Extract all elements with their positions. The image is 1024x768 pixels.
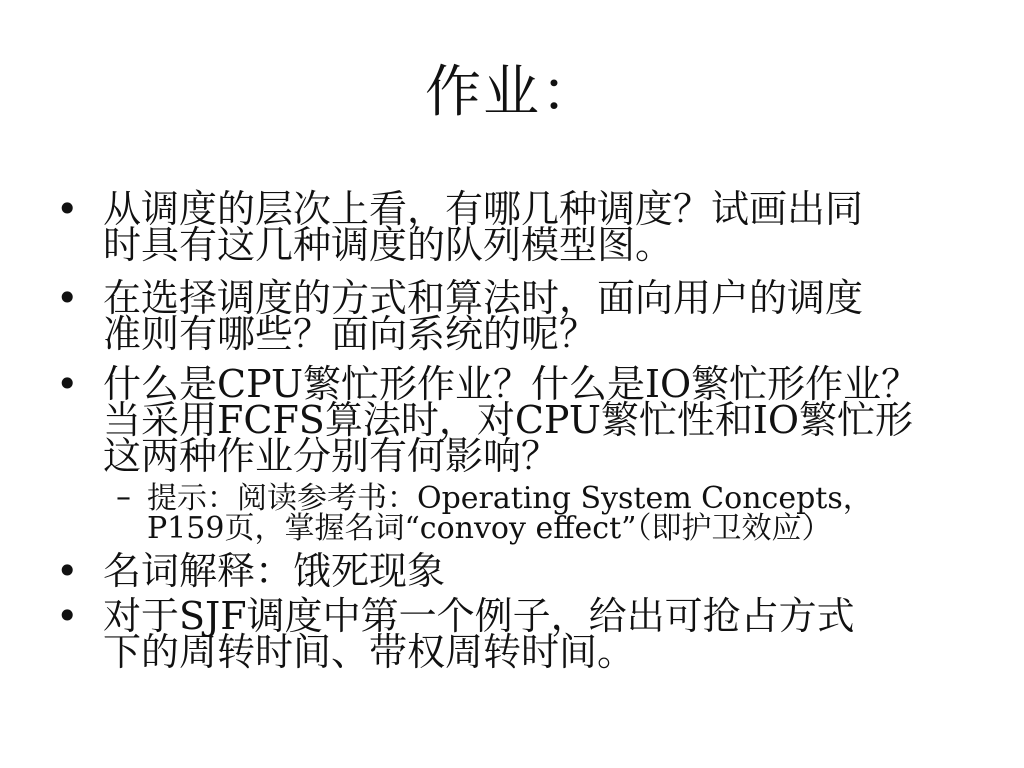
bullet-text-line-3: 这两种作业分别有何影响？ [103,434,560,478]
bullet-item-sjf-example [56,594,976,674]
hint-text-line-2: P159页，掌握名词“convoy effect”（即护卫效应） [147,511,832,546]
bullet-line [56,312,976,356]
bullet-icon: • [56,187,79,231]
sub-bullet-line [116,511,996,546]
bullet-item-scheduling-criteria [56,276,976,356]
bullet-text-line-2: 准则有哪些？面向系统的呢？ [103,312,598,356]
bullet-line [56,276,976,320]
bullet-icon: • [56,594,79,638]
hint-text-line-1: 提示：阅读参考书：Operating System Concepts， [147,481,873,516]
slide-title: 作业： [425,60,599,125]
bullet-text-line-1: 什么是CPU繁忙形作业？什么是IO繁忙形作业？ [103,362,920,406]
bullet-text-line-1: 名词解释：饿死现象 [103,549,446,593]
bullet-line [56,362,976,406]
bullet-icon: • [56,362,79,406]
bullet-item-starvation [56,549,976,593]
bullet-text-line-1: 从调度的层次上看，有哪几种调度？试画出同 [103,187,864,231]
bullet-icon: • [56,549,79,593]
bullet-item-cpu-io-bound [56,362,976,478]
bullet-text-line-2: 当采用FCFS算法时，对CPU繁忙性和IO繁忙形 [103,398,914,442]
bullet-icon: • [56,276,79,320]
sub-bullet-line [116,480,996,516]
bullet-line [56,549,976,593]
dash-icon: – [116,480,131,515]
bullet-text-line-2: 下的周转时间、带权周转时间。 [103,630,636,674]
bullet-line [56,434,976,478]
bullet-text-line-1: 对于SJF调度中第一个例子，给出可抢占方式 [103,594,855,638]
bullet-line [56,630,976,674]
bullet-line [56,223,976,267]
bullet-text-line-1: 在选择调度的方式和算法时，面向用户的调度 [103,276,864,320]
bullet-line [56,187,976,231]
sub-bullet-hint [116,480,996,546]
bullet-line [56,398,976,442]
bullet-text-line-2: 时具有这几种调度的队列模型图。 [103,223,674,267]
bullet-line [56,594,976,638]
bullet-item-scheduling-levels [56,187,976,267]
